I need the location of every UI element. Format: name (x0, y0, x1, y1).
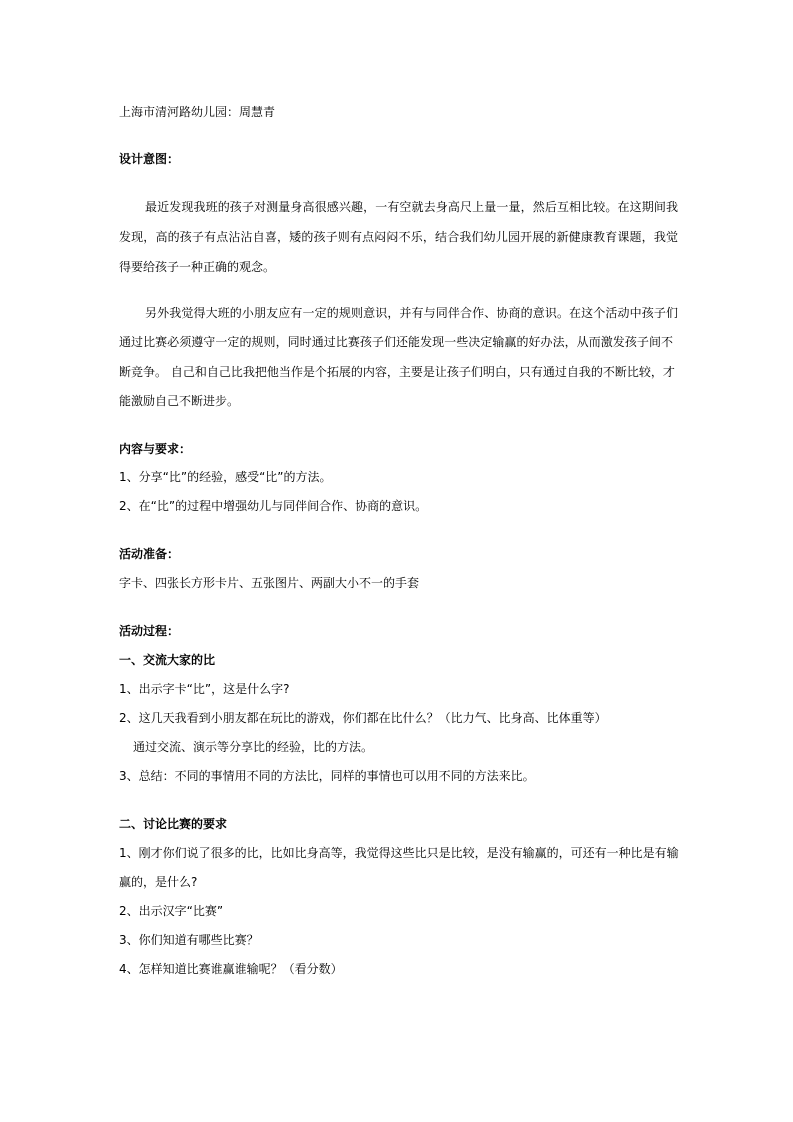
process-part2-item-1-line1: 1、刚才你们说了很多的比，比如比身高等，我觉得这些比只是比较，是没有输赢的，可还有一种比是有输 (119, 846, 679, 860)
design-para2-line3: 断竞争。 自己和自己比我把他当作是个拓展的内容，主要是让孩子们明白，只有通过自我的不断比较，才 (119, 365, 675, 379)
process-part2-item-2: 2、出示汉字“比赛” (119, 904, 224, 918)
content-item-1: 1、分享“比”的经验，感受“比”的方法。 (119, 470, 332, 484)
process-part2-heading: 二、讨论比赛的要求 (119, 817, 228, 831)
process-part1-item-note: 通过交流、演示等分享比的经验，比的方法。 (133, 740, 374, 754)
preparation-heading: 活动准备： (119, 547, 180, 561)
design-para2-line4: 能激励自己不断进步。 (119, 394, 240, 408)
design-intent-heading: 设计意图： (119, 152, 180, 166)
design-para1-line3: 得要给孩子一种正确的观念。 (119, 260, 276, 274)
preparation-text: 字卡、四张长方形卡片、五张图片、两副大小不一的手套 (119, 576, 420, 590)
process-part2-item-3: 3、你们知道有哪些比赛？ (119, 933, 259, 947)
design-para1-line2: 发现，高的孩子有点沾沾自喜，矮的孩子则有点闷闷不乐，结合我们幼儿园开展的新健康教育课题，我觉 (119, 230, 678, 244)
process-part1-item-1: 1、出示字卡“比”，这是什么字? (119, 682, 290, 696)
design-para2-line2: 通过比赛必须遵守一定的规则，同时通过比赛孩子们还能发现一些决定输赢的好办法，从而激发孩子间不 (119, 335, 673, 349)
design-para2-line1: 另外我觉得大班的小朋友应有一定的规则意识，并有与同伴合作、协商的意识。在这个活动中孩子们 (145, 306, 678, 320)
process-part1-item-2: 2、这几天我看到小朋友都在玩比的游戏，你们都在比什么？（比力气、比身高、比体重等） (119, 711, 607, 725)
process-part1-item-3: 3、总结：不同的事情用不同的方法比，同样的事情也可以用不同的方法来比。 (119, 769, 535, 783)
content-requirements-heading: 内容与要求： (119, 442, 192, 456)
design-para1-line1: 最近发现我班的孩子对测量身高很感兴趣，一有空就去身高尺上量一量，然后互相比较。在这期间我 (145, 200, 678, 214)
process-part1-heading: 一、交流大家的比 (119, 653, 216, 667)
process-part2-item-4: 4、怎样知道比赛谁赢谁输呢？（看分数） (119, 962, 343, 976)
content-item-2: 2、在“比”的过程中增强幼儿与同伴间合作、协商的意识。 (119, 499, 428, 513)
process-heading: 活动过程： (119, 624, 180, 638)
author-line: 上海市清河路幼儿园：周慧青 (119, 105, 276, 119)
process-part2-item-1-line2: 赢的，是什么? (119, 875, 198, 889)
